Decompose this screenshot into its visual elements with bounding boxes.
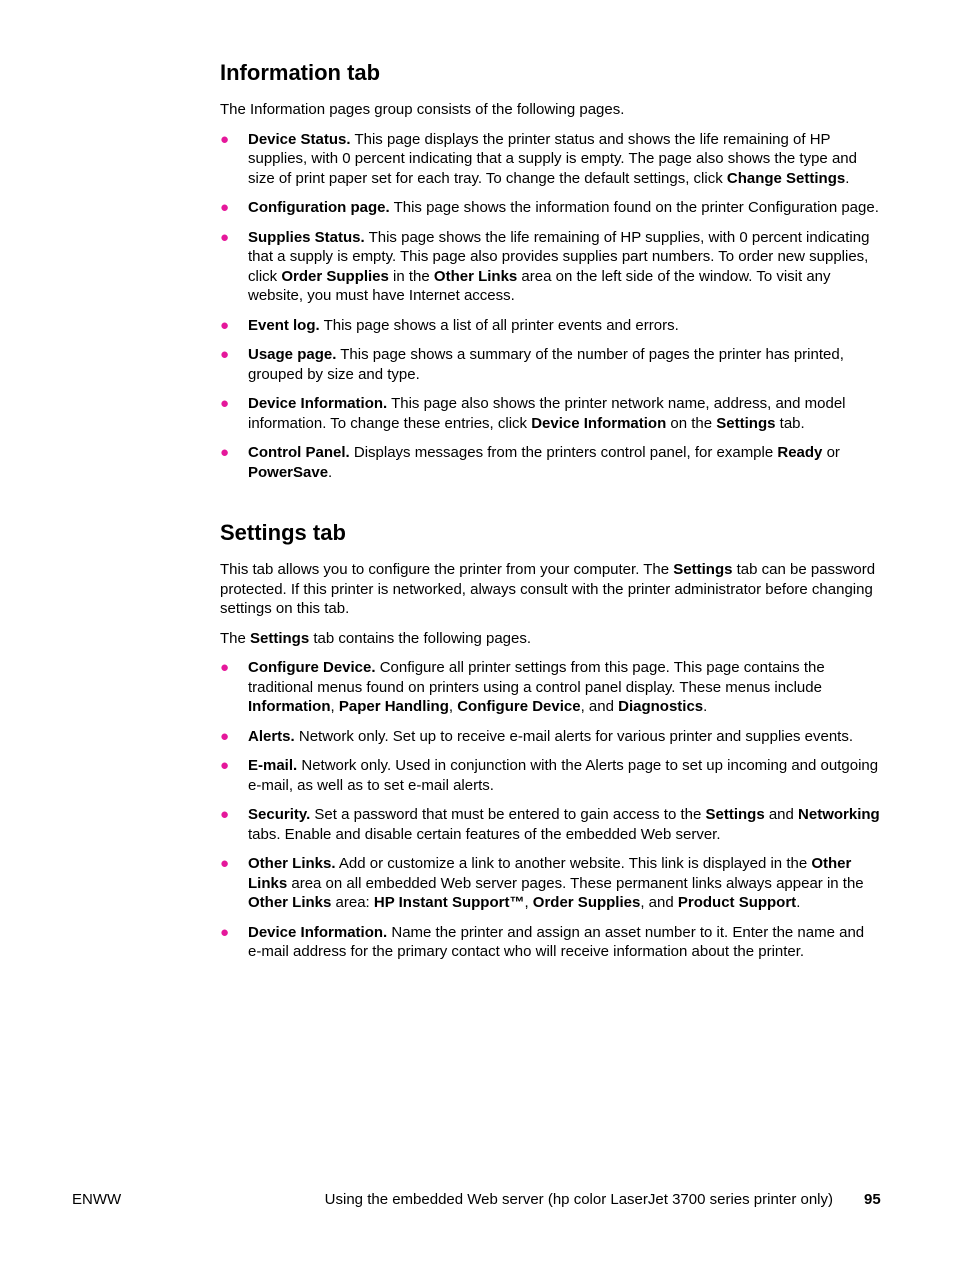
list-item: ● Usage page. This page shows a summary of the number of pages the printer has printed, grouped by size and type. [220, 346, 844, 383]
bullet-icon: ● [220, 659, 230, 676]
bold-term: Diagnostics [618, 698, 704, 715]
settings-tab-heading: Settings tab [220, 520, 346, 545]
information-intro: The Information pages group consists of the following pages. [220, 101, 625, 118]
settings-pages-list [220, 658, 880, 962]
list-item: ● Alerts. Network only. Set up to receive e-mail alerts for various printer and supplies events. [220, 727, 853, 745]
bold-term: Networking [798, 806, 880, 823]
list-item: ● Device Information. This page also shows the printer network name, address, and model information. To change these entries, click Device Information on the Settings tab. [220, 395, 846, 432]
bold-term: HP Instant Support™ [373, 894, 525, 911]
bold-term: Settings [673, 561, 733, 578]
bullet-icon: ● [220, 806, 230, 823]
bullet-icon: ● [220, 228, 230, 246]
bold-term: Alerts. [248, 727, 295, 745]
information-tab-heading: Information tab [220, 60, 381, 85]
page-footer [0, 1191, 954, 1213]
bold-term: Device Information. [248, 923, 388, 941]
bold-term: Order Supplies [532, 894, 641, 911]
bullet-icon: ● [220, 444, 230, 461]
settings-intro: This tab allows you to configure the printer from your computer. The Settings tab can be password protected. If this printer is networked, always consult with the printer administrator before changing settings on this tab. [220, 561, 876, 617]
bold-term: PowerSave [248, 463, 329, 481]
footer-title: Using the embedded Web server (hp color LaserJet 3700 series printer only) [324, 1191, 833, 1208]
bullet-icon: ● [220, 346, 230, 363]
bold-term: Product Support [677, 894, 797, 911]
bold-term: Settings [716, 414, 776, 432]
bold-term: Other Links. [248, 855, 336, 872]
list-item: ● Configuration page. This page shows the information found on the printer Configuration page. [220, 199, 879, 216]
list-item: ● Security. Set a password that must be entered to gain access to the Settings and Networking tabs. Enable and disable certain features of the embedded Web server. [220, 806, 880, 843]
page-number: 95 [864, 1191, 881, 1208]
list-item: ● Device Information. Name the printer and assign an asset number to it. Enter the name and e-mail address for the primary contact who will receive information about the printer. [220, 923, 865, 960]
bold-term: Configuration page. [248, 199, 390, 216]
bold-term: Event log. [248, 316, 320, 334]
bullet-icon: ● [220, 855, 230, 872]
bullet-icon: ● [220, 923, 230, 941]
bold-term: Configure Device. [248, 659, 376, 676]
bullet-icon: ● [220, 727, 230, 745]
list-item: ● Device Status. This page displays the printer status and shows the life remaining of HP supplies, with 0 percent indicating that a supply is empty. The page also shows the type and size of print paper set for each tray. To change the default settings, click Change Settings. [220, 130, 857, 187]
bold-term: Information [248, 698, 331, 715]
bullet-icon: ● [220, 395, 230, 412]
bold-term: Device Status. [248, 130, 351, 148]
bold-term: Usage page. [248, 346, 337, 363]
bold-term: Settings [705, 806, 765, 823]
list-item: ● E-mail. Network only. Used in conjunction with the Alerts page to set up incoming and outgoing e-mail, as well as to set e-mail alerts. [220, 757, 879, 794]
list-item: ● Supplies Status. This page shows the life remaining of HP supplies, with 0 percent indicating that a supply is empty. This page also provides supplies part numbers. To order new supplies, click Order Supplies in the Other Links area on the left side of the window. To visit any website, you must have Internet access. [220, 228, 870, 304]
bold-term: Other Links [433, 267, 518, 285]
list-item: ● Configure Device. Configure all printer settings from this page. This page contains the traditional menus found on printers using a control panel display. These menus include Information, Paper Handling, Configure Device, and Diagnostics. [220, 659, 825, 715]
bold-term: Device Information [531, 414, 667, 432]
bold-term: Paper Handling [338, 698, 449, 715]
list-item: ● Other Links. Add or customize a link to another website. This link is displayed in the Other Links area on all embedded Web server pages. These permanent links always appear in the Other Links area: HP Instant Support™, Order Supplies, and Product Support. [220, 855, 864, 911]
footer-left: ENWW [72, 1191, 122, 1208]
bold-term: Settings [250, 629, 310, 647]
bullet-icon: ● [220, 757, 230, 774]
bullet-icon: ● [220, 130, 230, 148]
bullet-icon: ● [220, 199, 230, 216]
bold-term: Control Panel. [248, 444, 350, 461]
bold-term: Configure Device [457, 698, 581, 715]
settings-intro-2: The Settings tab contains the following pages. [220, 629, 532, 647]
list-item: ● Control Panel. Displays messages from the printers control panel, for example Ready or PowerSave. [220, 444, 840, 481]
bold-term: Security. [248, 806, 311, 823]
bold-term: Supplies Status. [248, 228, 365, 246]
bold-term: Change Settings [726, 169, 846, 187]
bold-term: Other Links [248, 855, 852, 892]
bold-term: Device Information. [248, 395, 388, 412]
information-pages-list [220, 130, 880, 483]
bold-term: Other Links [248, 894, 332, 911]
page-content [220, 60, 880, 972]
bullet-icon: ● [220, 316, 230, 334]
bold-term: Ready [777, 444, 823, 461]
list-item: ● Event log. This page shows a list of all printer events and errors. [220, 316, 679, 334]
bold-term: E-mail. [248, 757, 298, 774]
bold-term: Order Supplies [281, 267, 389, 285]
